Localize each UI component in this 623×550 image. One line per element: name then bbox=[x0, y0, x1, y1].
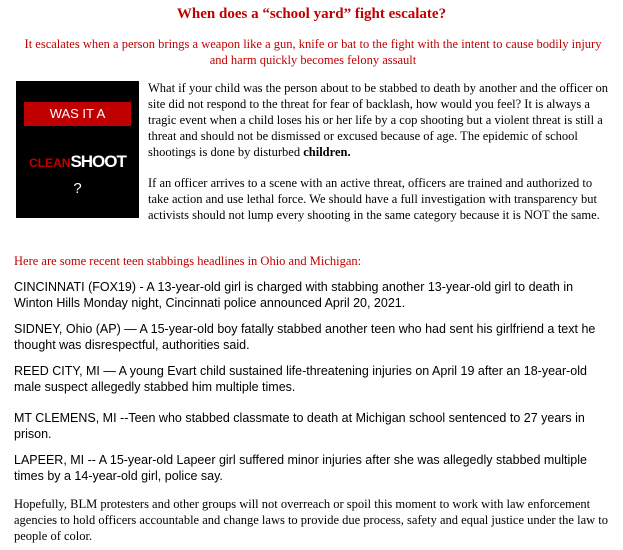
closing-paragraph: Hopefully, BLM protesters and other groups will not overreach or spoil this moment to work with law enforcement agencies to hold officers accountable and change laws to provide due process, safety and equal justice under the law to people of color. bbox=[14, 497, 609, 543]
graphic-banner: WAS IT A bbox=[24, 102, 131, 126]
headlines-subhead: Here are some recent teen stabbings headlines in Ohio and Michigan: bbox=[14, 254, 362, 268]
paragraph-officer: If an officer arrives to a scene with an active threat, officers are trained and authorized to take action and use lethal force. We should have a full investigation with transparency but activists should not lump every shooting in the same category because it is NOT the same. bbox=[148, 176, 600, 222]
paragraph-what-if-text: What if your child was the person about to be stabbed to death by another and the officer on site did not respond to the threat for fear of backlash, how would you feel? It is always a tragic event when a child loses his or her life by a cop shooting but a violent threat is still a threat and should not be dismissed or excused because of age. The epidemic of school shootings is done by disturbed bbox=[148, 81, 609, 159]
clean-shoot-graphic bbox=[16, 81, 139, 218]
logo-shoot-text: SHOOT bbox=[70, 152, 126, 171]
headline-item: SIDNEY, Ohio (AP) — A 15-year-old boy fatally stabbed another teen who had sent his girlfriend a text he thought was disrespectful, authorities said. bbox=[14, 322, 596, 352]
graphic-question-mark: ? bbox=[73, 180, 82, 197]
clean-shoot-logo bbox=[16, 152, 139, 172]
paragraph-emphasis: children. bbox=[303, 145, 351, 159]
paragraph-what-if bbox=[148, 80, 614, 160]
headline-item: CINCINNATI (FOX19) - A 13-year-old girl is charged with stabbing another 13-year-old girl to death in Winton Hills Monday night, Cincinnati police announced April 20, 2021. bbox=[14, 280, 574, 310]
document-title: When does a “school yard” fight escalate? bbox=[176, 6, 447, 22]
headline-item: LAPEER, MI -- A 15-year-old Lapeer girl suffered minor injuries after she was allegedly stabbed multiple times by a 14-year-old girl, police say. bbox=[14, 453, 587, 483]
headline-item: MT CLEMENS, MI --Teen who stabbed classmate to death at Michigan school sentenced to 27 years in prison. bbox=[14, 411, 585, 441]
logo-clean-text: CLEAN bbox=[29, 156, 71, 170]
headline-item: REED CITY, MI — A young Evart child sustained life-threatening injuries on April 19 after an 18-year-old male suspect allegedly stabbed him multiple times. bbox=[14, 364, 587, 394]
intro-statement: It escalates when a person brings a weapon like a gun, knife or bat to the fight with the intent to cause bodily injury and harm quickly becomes felony assault bbox=[24, 37, 602, 67]
